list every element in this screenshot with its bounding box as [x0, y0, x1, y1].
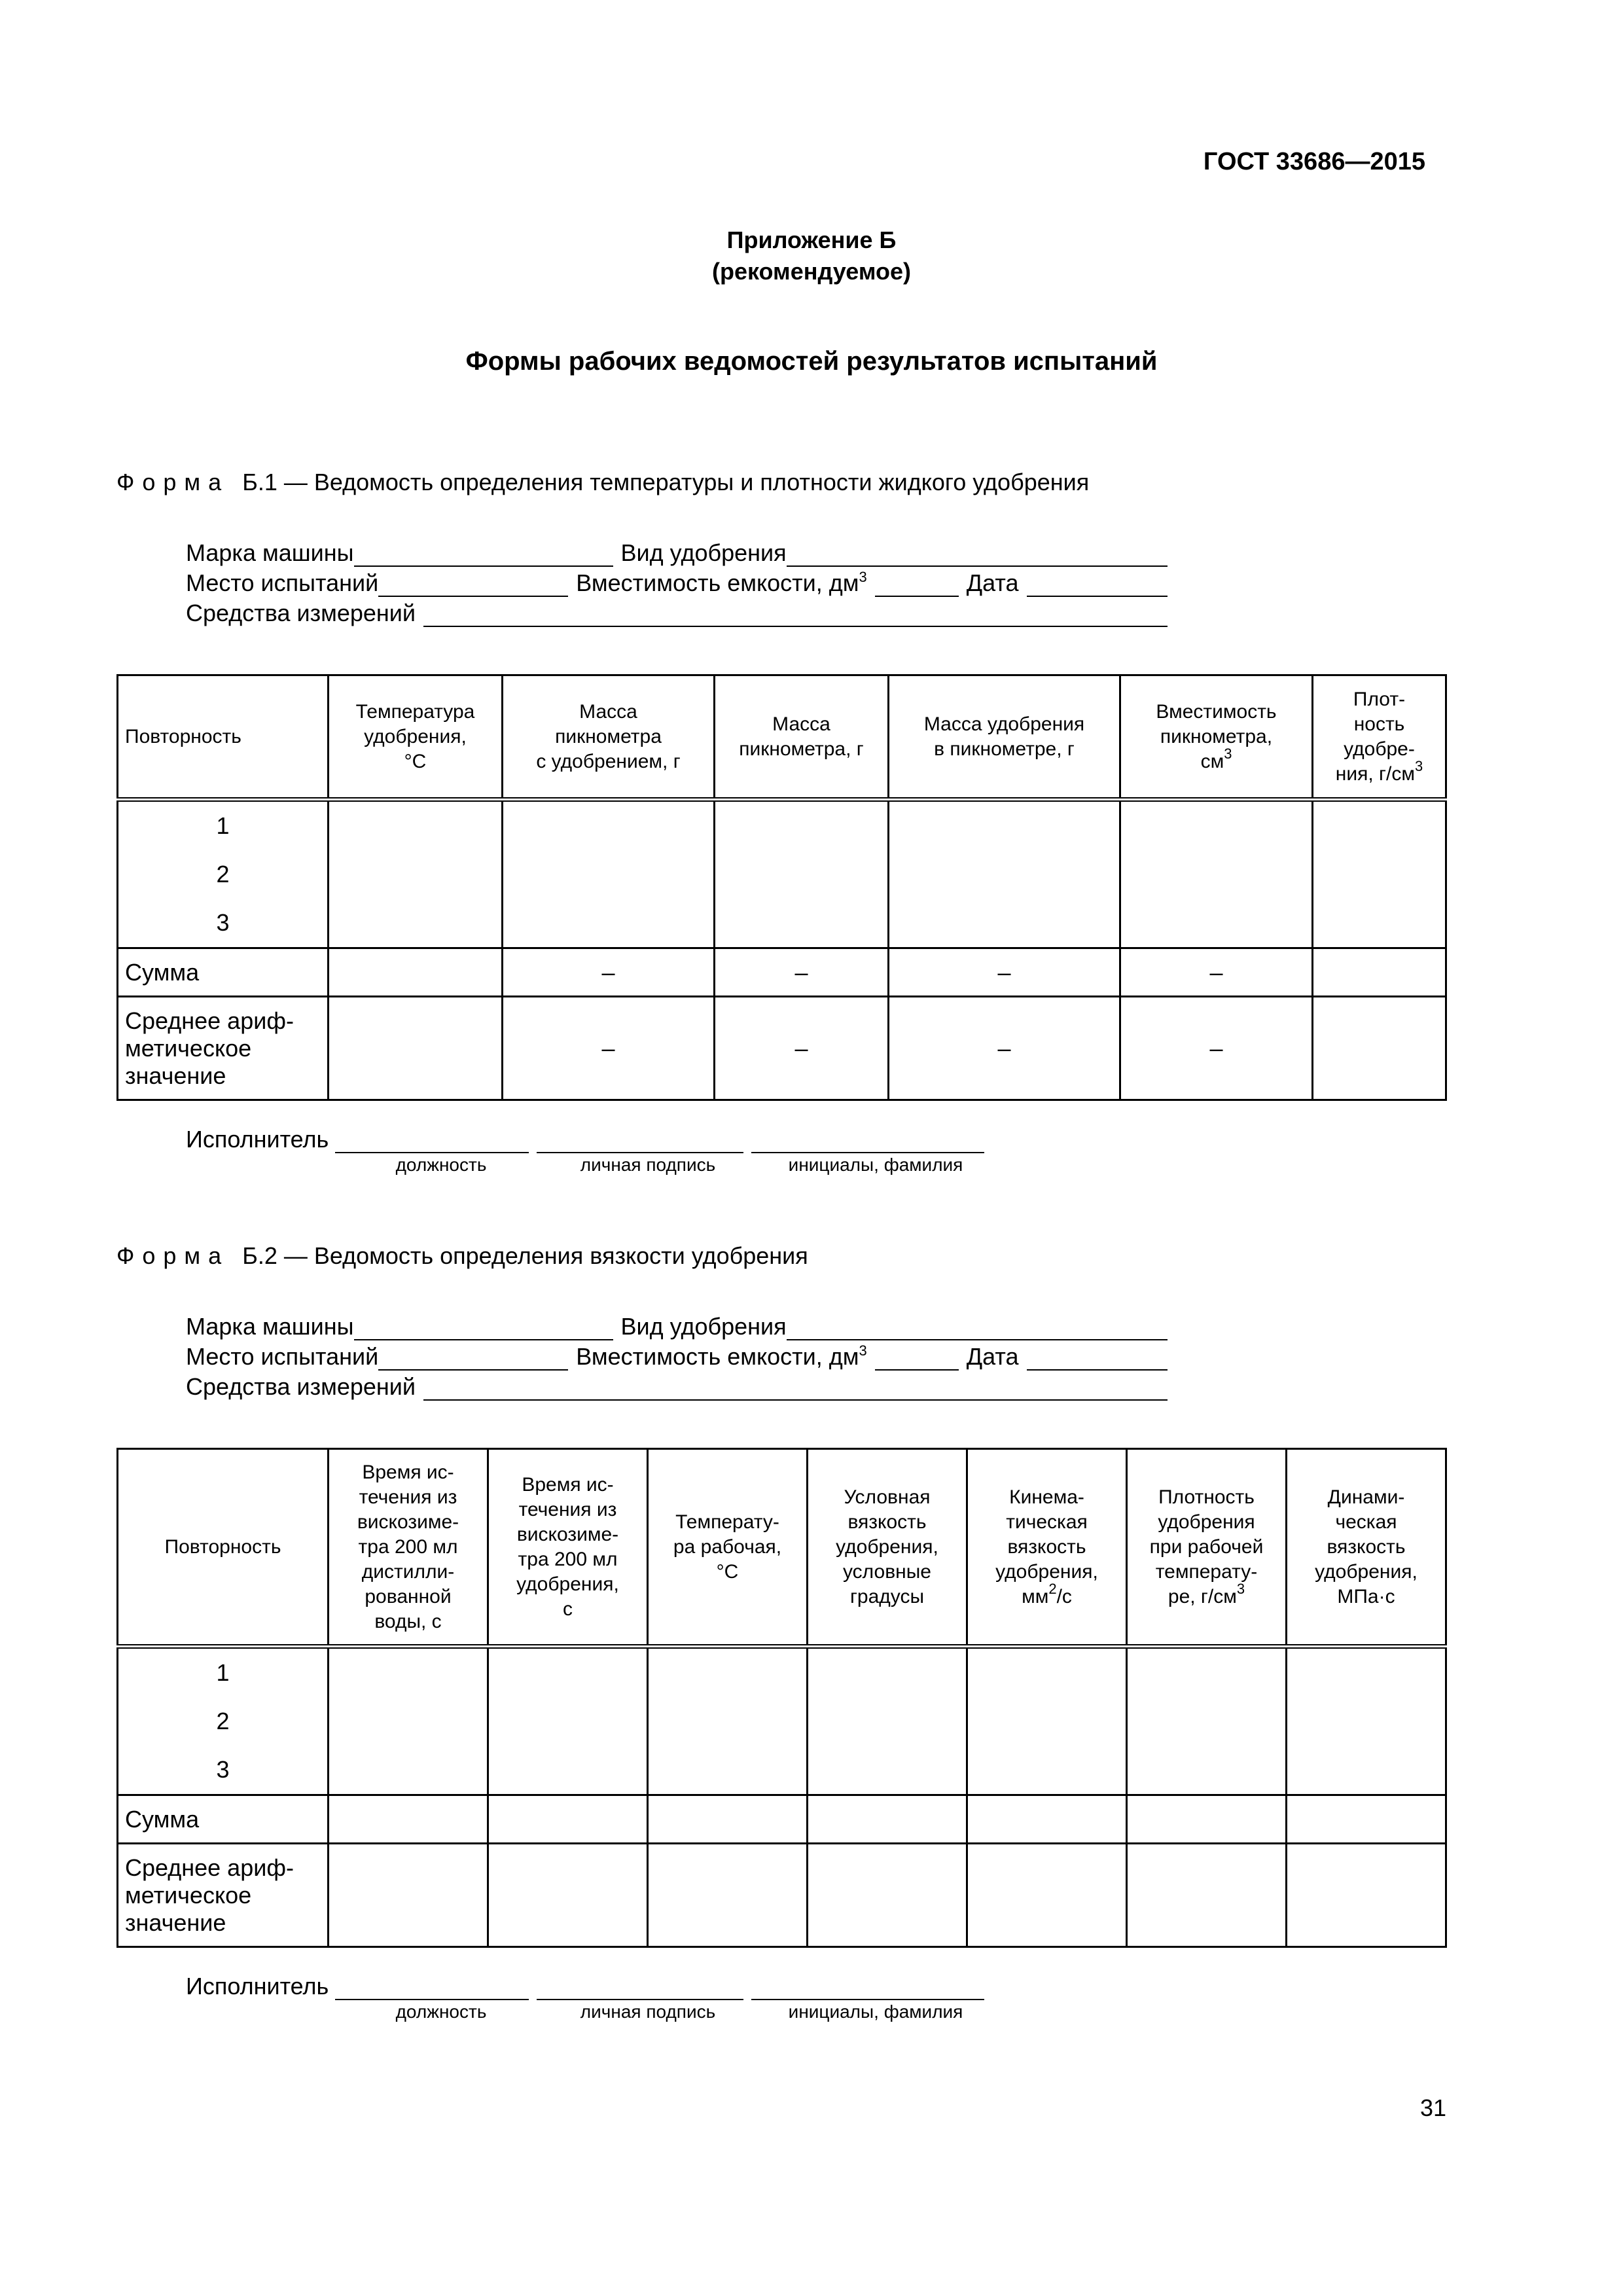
form1-caption-sign: личная подпись: [580, 1155, 716, 1175]
form2-date-label: Дата: [966, 1343, 1019, 1370]
form1-performer-label: Исполнитель: [186, 1126, 329, 1153]
form2-col-density: Плотность удобрения при рабочей температу- ре, $г/см^3$: [1127, 1449, 1287, 1647]
form1-date-label: Дата: [966, 569, 1019, 596]
form1-col-density: Плот- ность удобре- ния, $г/см^3$: [1313, 675, 1446, 800]
form2-place-input[interactable]: [378, 1347, 568, 1371]
form2-cell[interactable]: [808, 1844, 967, 1947]
form2-fert-type-label: Вид удобрения: [620, 1313, 787, 1340]
form2-col-temperature: Температу- ра рабочая, °С: [648, 1449, 808, 1647]
form1-dash: –: [715, 948, 889, 997]
form2-cell[interactable]: [488, 1795, 648, 1844]
form1-table: [116, 674, 1447, 1101]
form1-sign-input[interactable]: [537, 1130, 743, 1153]
form1-cell[interactable]: [1313, 948, 1446, 997]
page-title: Формы рабочих ведомостей результатов испытаний: [465, 347, 1158, 376]
form1-cell[interactable]: [889, 800, 1120, 948]
page-number: 31: [1419, 2094, 1446, 2121]
table-row: [118, 1647, 1446, 1795]
form1-cell[interactable]: [1120, 800, 1313, 948]
table-row: [118, 948, 1446, 997]
form1-cell[interactable]: [503, 800, 715, 948]
form2-cell[interactable]: [1127, 1844, 1287, 1947]
form2-name-input[interactable]: [751, 1977, 984, 2000]
form1-sum-label: Сумма: [118, 948, 329, 997]
form1-title-text: Б.1 — Ведомость определения температуры и плотности жидкого удобрения: [242, 469, 1090, 495]
form2-col-conditional-viscosity: Условная вязкость удобрения, условные градусы: [808, 1449, 967, 1647]
form1-field-line-1: [186, 537, 1168, 567]
form1-prefix: Форма: [116, 469, 230, 495]
form1-place-label: Место испытаний: [186, 569, 379, 596]
form2-cell[interactable]: [648, 1647, 808, 1795]
form2-cell[interactable]: [808, 1647, 967, 1795]
form1-col-mass-fert: Масса удобрения в пикнометре, г: [889, 675, 1120, 800]
form1-field-line-2: [186, 567, 1168, 597]
form1-fert-type-label: Вид удобрения: [620, 539, 787, 566]
form1-place-input[interactable]: [378, 573, 568, 597]
form1-instruments-label: Средства измерений: [186, 600, 416, 626]
standard-number: ГОСТ 33686—2015: [1203, 148, 1425, 175]
form2-cell[interactable]: [329, 1795, 488, 1844]
form2-cell[interactable]: [1127, 1795, 1287, 1844]
appendix-title: Приложение Б: [726, 226, 897, 253]
form1-mean-label: Среднее ариф- метическое значение: [118, 997, 329, 1100]
form1-date-input[interactable]: [1027, 573, 1168, 597]
form2-col-kinematic-viscosity: Кинема- тическая вязкость удобрения, $мм^2/с$: [967, 1449, 1127, 1647]
form2-field-line-3: [186, 1371, 1168, 1401]
form1-position-input[interactable]: [335, 1130, 529, 1153]
form2-cell[interactable]: [967, 1795, 1127, 1844]
table-row: [118, 1795, 1446, 1844]
table-row: [118, 800, 1446, 948]
form1-fert-type-input[interactable]: [787, 543, 1168, 567]
form1-dash: –: [889, 948, 1120, 997]
form2-title-text: Б.2 — Ведомость определения вязкости удобрения: [242, 1242, 808, 1269]
form1-machine-label: Марка машины: [186, 539, 354, 566]
form2-cell[interactable]: [329, 1647, 488, 1795]
form2-header-row: [118, 1449, 1446, 1647]
form2-fert-type-input[interactable]: [787, 1317, 1168, 1340]
form2-date-input[interactable]: [1027, 1347, 1168, 1371]
form2-cell[interactable]: [648, 1844, 808, 1947]
form1-cell[interactable]: [329, 997, 503, 1100]
form1-machine-input[interactable]: [354, 543, 613, 567]
form2-machine-input[interactable]: [354, 1317, 613, 1340]
form2-cell[interactable]: [648, 1795, 808, 1844]
form1-cell[interactable]: [329, 948, 503, 997]
form1-caption-position: должность: [395, 1155, 487, 1175]
form2-title: [116, 1242, 808, 1270]
form1-capacity-input[interactable]: [875, 573, 959, 597]
form2-cell[interactable]: [967, 1844, 1127, 1947]
form1-cell[interactable]: [1313, 997, 1446, 1100]
form2-cell[interactable]: [1287, 1795, 1446, 1844]
form2-sign-input[interactable]: [537, 1977, 743, 2000]
form2-performer-label: Исполнитель: [186, 1973, 329, 2000]
form2-cell[interactable]: [488, 1844, 648, 1947]
form1-cell[interactable]: [1313, 800, 1446, 948]
form2-col-dynamic-viscosity: Динами- ческая вязкость удобрения, МПа·с: [1287, 1449, 1446, 1647]
form2-field-line-1: [186, 1310, 1168, 1340]
form2-machine-label: Марка машины: [186, 1313, 354, 1340]
form2-cell[interactable]: [1127, 1647, 1287, 1795]
form1-signature-line: [186, 1123, 984, 1153]
form2-caption-sign: личная подпись: [580, 2001, 716, 2022]
form1-dash: –: [503, 997, 715, 1100]
form1-dash: –: [1120, 997, 1313, 1100]
form2-signature-captions: [0, 2001, 1623, 2025]
table-row: [118, 997, 1446, 1100]
form1-dash: –: [503, 948, 715, 997]
form1-dash: –: [715, 997, 889, 1100]
form2-position-input[interactable]: [335, 1977, 529, 2000]
form2-signature-line: [186, 1970, 984, 2000]
form1-col-temperature: Температура удобрения, °С: [329, 675, 503, 800]
form2-cell[interactable]: [808, 1795, 967, 1844]
form2-caption-position: должность: [395, 2001, 487, 2022]
form2-place-label: Место испытаний: [186, 1343, 379, 1370]
form1-cell[interactable]: [329, 800, 503, 948]
form2-cell[interactable]: [329, 1844, 488, 1947]
table-row: [118, 1844, 1446, 1947]
form1-col-mass-with-fert: Масса пикнометра с удобрением, г: [503, 675, 715, 800]
form1-name-input[interactable]: [751, 1130, 984, 1153]
form2-mean-label: Среднее ариф- метическое значение: [118, 1844, 329, 1947]
form1-field-line-3: [186, 597, 1168, 627]
form1-dash: –: [1120, 948, 1313, 997]
form1-dash: –: [889, 997, 1120, 1100]
appendix-status: (рекомендуемое): [712, 258, 911, 285]
form1-col-mass-pycnometer: Масса пикнометра, г: [715, 675, 889, 800]
form2-cell[interactable]: [1287, 1844, 1446, 1947]
form2-sum-label: Сумма: [118, 1795, 329, 1844]
form1-signature-captions: [0, 1155, 1623, 1178]
form1-repeat-numbers: 1 2 3: [118, 800, 329, 948]
form2-col-fert-time: Время ис- течения из вискозиме- тра 200 мл удобрения, с: [488, 1449, 648, 1647]
form2-repeat-numbers: 1 2 3: [118, 1647, 329, 1795]
form2-cell[interactable]: [1287, 1647, 1446, 1795]
form2-cell[interactable]: [967, 1647, 1127, 1795]
form2-caption-name: инициалы, фамилия: [788, 2001, 963, 2022]
form2-col-repeat: Повторность: [118, 1449, 329, 1647]
form2-capacity-label: Вместимость емкости, $дм^3$: [576, 1342, 867, 1370]
form2-instruments-label: Средства измерений: [186, 1373, 416, 1400]
form1-header-row: [118, 675, 1446, 800]
form1-col-repeat: Повторность: [118, 675, 329, 800]
form2-capacity-input[interactable]: [875, 1347, 959, 1371]
form1-caption-name: инициалы, фамилия: [788, 1155, 963, 1175]
form2-field-line-2: [186, 1340, 1168, 1371]
form1-capacity-label: Вместимость емкости, $дм^3$: [576, 569, 867, 596]
form2-cell[interactable]: [488, 1647, 648, 1795]
form2-prefix: Форма: [116, 1242, 230, 1269]
form1-cell[interactable]: [715, 800, 889, 948]
form1-title: [116, 469, 1089, 496]
form1-instruments-input[interactable]: [423, 603, 1168, 627]
form2-instruments-input[interactable]: [423, 1377, 1168, 1401]
form2-col-water-time: Время ис- течения из вискозиме- тра 200 мл дистилли- рованной воды, с: [329, 1449, 488, 1647]
form1-col-capacity: Вместимость пикнометра, $см^3$: [1120, 675, 1313, 800]
form2-table: [116, 1448, 1447, 1948]
